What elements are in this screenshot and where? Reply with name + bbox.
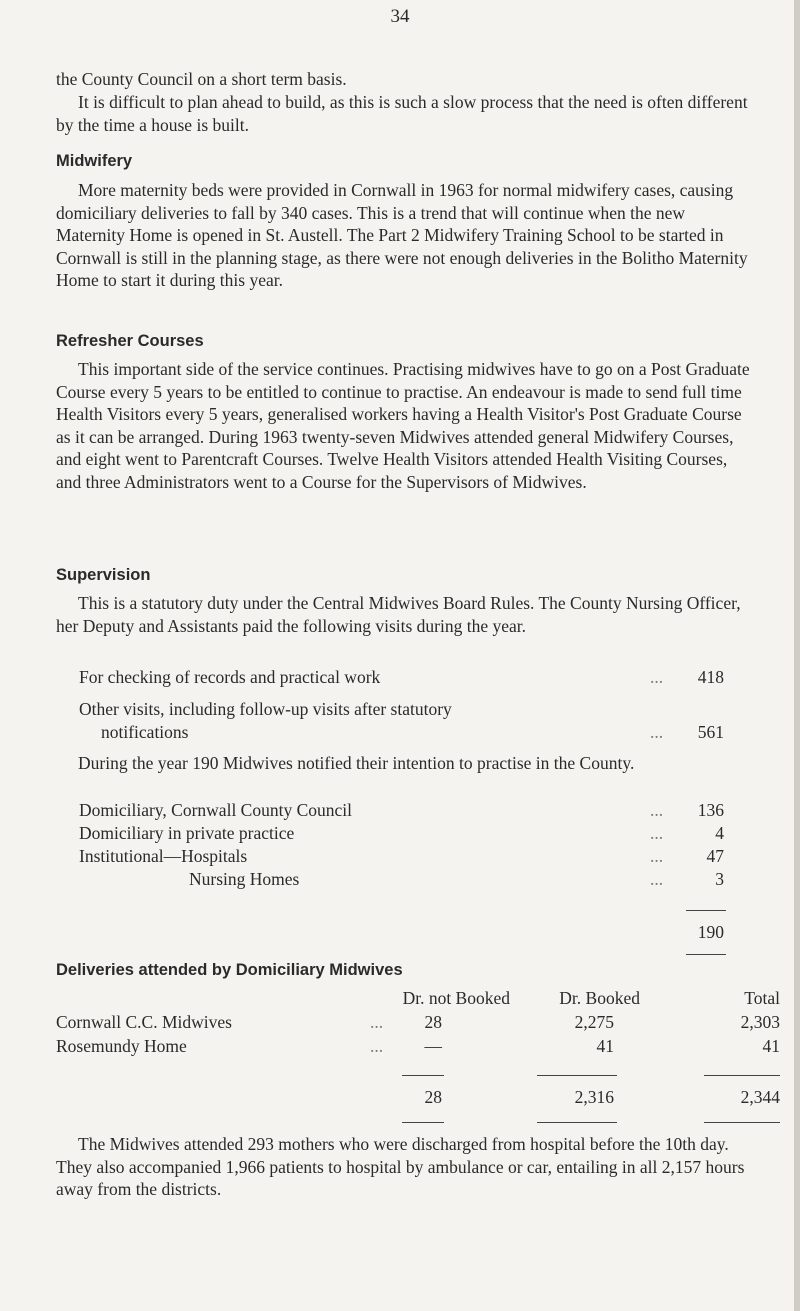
list-item-value: 136: [697, 800, 724, 820]
visits-records-label: For checking of records and practical work: [79, 667, 381, 687]
table-row-label: Cornwall C.C. Midwives: [56, 1012, 232, 1032]
midwifery-paragraph: More maternity beds were provided in Cornwall in 1963 for normal midwifery cases, causing domiciliary deliveries to fall by 340 cases. This is a trend that will continue when the new Maternity Home is opened in St. Austell. The Part 2 Midwifery Training School to be started in Cornwall is still in the planning stage, as there were not enough deliveries in the Bolitho Maternity Home to start it during this year.: [56, 180, 748, 290]
divider: [537, 1122, 617, 1123]
divider: [537, 1075, 617, 1076]
divider: [402, 1075, 444, 1076]
supervision-paragraph: This is a statutory duty under the Central Midwives Board Rules. The County Nursing Officer, her Deputy and Assistants paid the following visits during the year.: [56, 593, 741, 636]
divider: [402, 1122, 444, 1123]
column-header: Dr. not Booked: [402, 988, 510, 1008]
leader-dots: ...: [650, 722, 664, 742]
notified-paragraph: During the year 190 Midwives notified their intention to practise in the County.: [78, 753, 635, 773]
leader-dots: ...: [650, 823, 664, 843]
refresher-paragraph: This important side of the service continues. Practising midwives have to go on a Post Graduate Course every 5 years to be entitled to continue to practise. An endeavour is made to send full time Health Visitors every 5 years, generalised workers having a Health Visitor's Post Graduate Course as it can be arranged. During 1963 twenty-seven Midwives attended general Midwifery Courses, and eight went to Parentcraft Courses. Twelve Health Visitors attended Health Visiting Courses, and three Administrators went to a Course for the Supervisors of Midwives.: [56, 359, 750, 492]
page-edge: [794, 0, 800, 1311]
list-item-value: 3: [715, 869, 724, 889]
leader-dots: ...: [650, 800, 664, 820]
leader-dots: ...: [370, 1036, 384, 1056]
list-item-label: Domiciliary in private practice: [79, 823, 295, 843]
intro-line: the County Council on a short term basis.: [56, 69, 347, 89]
table-total: 2,316: [574, 1087, 614, 1107]
list-item-label: Nursing Homes: [189, 869, 300, 889]
page-number: 34: [390, 6, 410, 27]
table-total: 28: [424, 1087, 442, 1107]
divider: [686, 954, 726, 955]
table-cell: 2,303: [740, 1012, 780, 1032]
refresher-heading: Refresher Courses: [56, 332, 204, 350]
column-header: Dr. Booked: [559, 988, 640, 1008]
visits-other-label: Other visits, including follow-up visits after statutory: [79, 699, 452, 719]
visits-other-value: 561: [697, 722, 724, 742]
list-item-value: 47: [706, 846, 724, 866]
leader-dots: ...: [370, 1012, 384, 1032]
column-header: Total: [744, 988, 780, 1008]
divider: [686, 910, 726, 911]
notifications-total: 190: [697, 922, 724, 942]
table-cell: —: [424, 1036, 442, 1056]
list-item-value: 4: [715, 823, 724, 843]
list-item-label: Institutional—Hospitals: [79, 846, 248, 866]
table-total: 2,344: [740, 1087, 780, 1107]
divider: [704, 1075, 780, 1076]
table-cell: 2,275: [574, 1012, 614, 1032]
leader-dots: ...: [650, 846, 664, 866]
visits-other-label-cont: notifications: [101, 722, 189, 742]
table-cell: 41: [762, 1036, 780, 1056]
table-cell: 28: [424, 1012, 442, 1032]
supervision-heading: Supervision: [56, 566, 151, 584]
leader-dots: ...: [650, 869, 664, 889]
list-item-label: Domiciliary, Cornwall County Council: [79, 800, 353, 820]
deliveries-heading: Deliveries attended by Domiciliary Midwives: [56, 961, 403, 979]
midwifery-heading: Midwifery: [56, 152, 133, 170]
divider: [704, 1122, 780, 1123]
table-row-label: Rosemundy Home: [56, 1036, 187, 1056]
visits-records-value: 418: [697, 667, 724, 687]
building-paragraph: It is difficult to plan ahead to build, as this is such a slow process that the need is often different by the time a house is built.: [56, 92, 748, 135]
closing-paragraph: The Midwives attended 293 mothers who were discharged from hospital before the 10th day. They also accompanied 1,966 patients to hospital by ambulance or car, entailing in all 2,157 hours away from the districts.: [56, 1134, 745, 1199]
leader-dots: ...: [650, 667, 664, 687]
table-cell: 41: [596, 1036, 614, 1056]
